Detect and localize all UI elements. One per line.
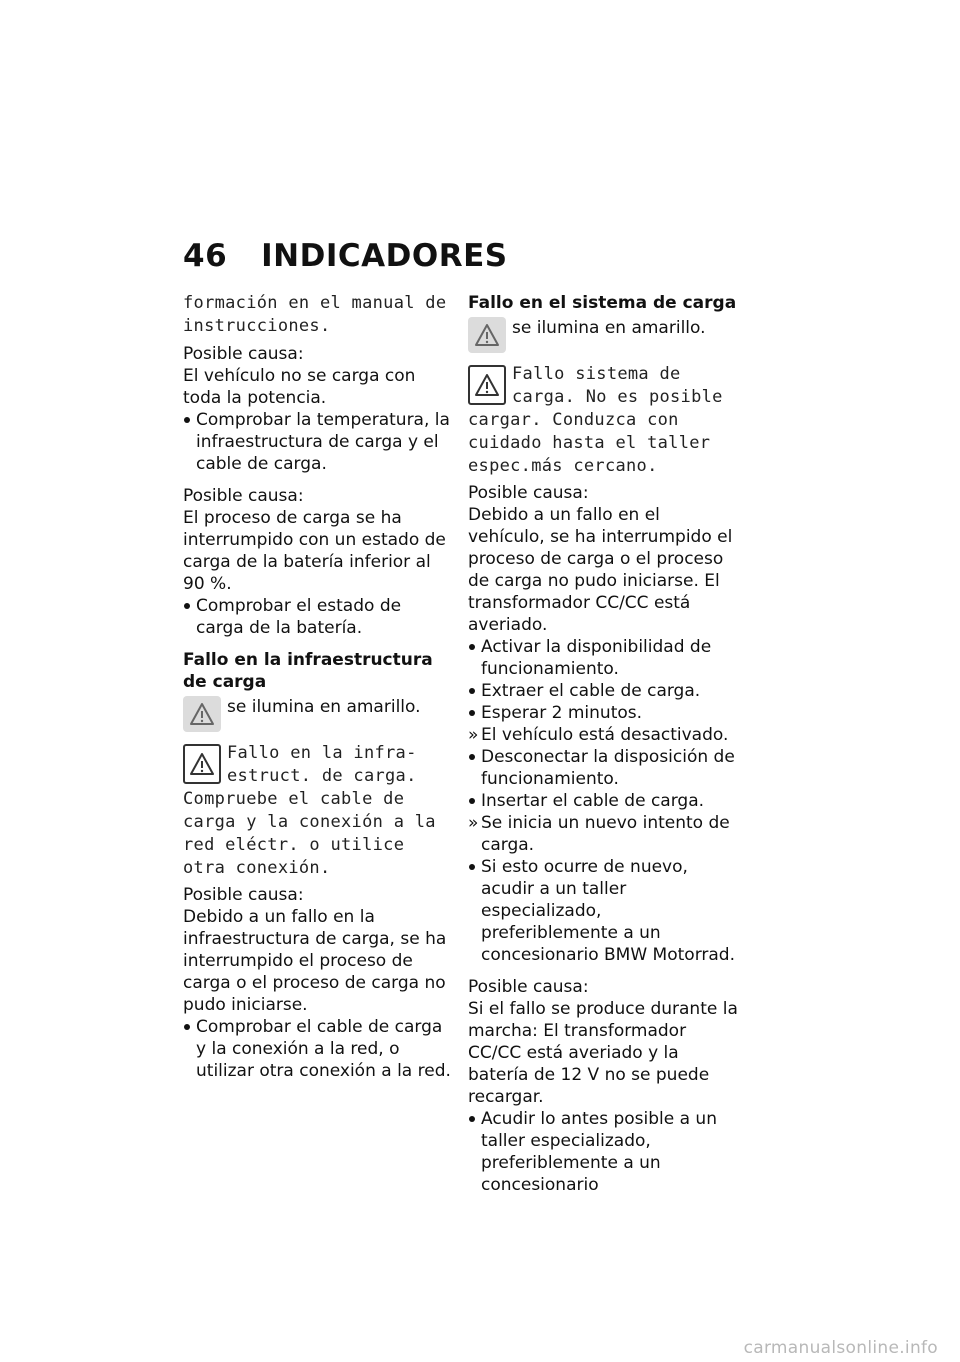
cause-text: El proceso de carga se ha interrumpido con un estado de carga de la batería inferior al 90 %.: [183, 508, 446, 594]
indicator-lamp-row: [468, 317, 738, 353]
warning-triangle-icon: [183, 696, 221, 732]
cause-text: El vehículo no se carga con toda la potencia.: [183, 366, 416, 408]
cause-text: Debido a un fallo en la infraestructura de carga, se ha interrumpido el proceso de carga o el proceso de carga no pudo iniciarse.: [183, 907, 447, 1015]
action-item: Comprobar el cable de carga y la conexión a la red, o utilizar otra conexión a la red.: [183, 1016, 453, 1082]
page-number: 46: [183, 238, 228, 274]
display-text: Fallo en la infra-estruct. de carga. Compruebe el cable de carga y la conexión a la red eléctr. o utilice otra conexión.: [183, 743, 436, 878]
display-text: Fallo sistema de carga. No es posible cargar. Conduzca con cuidado hasta el taller espec.más cercano.: [468, 364, 723, 476]
display-message: [468, 363, 738, 478]
step-list: [468, 636, 738, 966]
lamp-text: se ilumina en amarillo.: [512, 318, 706, 338]
cause-text: Si el fallo se produce durante la marcha: El transformador CC/CC está averiado y la batería de 12 V no se puede recargar.: [468, 999, 738, 1107]
cause-label: Posible causa:: [468, 977, 589, 997]
display-message-continuation: formación en el manual de instrucciones.: [183, 293, 447, 336]
action-item: Acudir lo antes posible a un taller especializado, preferiblemente a un concesionario: [468, 1108, 738, 1196]
action-item: Insertar el cable de carga.: [468, 790, 738, 812]
warning-triangle-icon: [468, 317, 506, 353]
action-item: Esperar 2 minutos.: [468, 702, 738, 724]
action-item: Comprobar la temperatura, la infraestructura de carga y el cable de carga.: [183, 409, 453, 475]
cause-label: Posible causa:: [183, 344, 304, 364]
cause-label: Posible causa:: [183, 885, 304, 905]
warning-triangle-icon: [468, 365, 506, 405]
warning-triangle-icon: [183, 744, 221, 784]
cause-label: Posible causa:: [468, 483, 589, 503]
section-heading: Fallo en la infraestructura de carga: [183, 650, 433, 692]
section-heading: Fallo en el sistema de carga: [468, 293, 737, 313]
page-title: INDICADORES: [261, 238, 508, 274]
right-column: [468, 292, 738, 1196]
action-item: Comprobar el estado de carga de la batería.: [183, 595, 453, 639]
result-item: » Se inicia un nuevo intento de carga.: [468, 812, 738, 856]
cause-text: Debido a un fallo en el vehículo, se ha interrumpido el proceso de carga o el proceso de carga no pudo iniciarse. El transformador CC/CC está averiado.: [468, 505, 733, 635]
display-message: [183, 742, 453, 880]
action-item: Extraer el cable de carga.: [468, 680, 738, 702]
action-item: Si esto ocurre de nuevo, acudir a un taller especializado, preferiblemente a un concesionario BMW Motorrad.: [468, 856, 738, 966]
indicator-lamp-row: [183, 696, 453, 732]
watermark: carmanualsonline.info: [743, 1338, 938, 1358]
lamp-text: se ilumina en amarillo.: [227, 697, 421, 717]
result-item: » El vehículo está desactivado.: [468, 724, 738, 746]
left-column: [183, 292, 453, 1082]
action-item: Activar la disponibilidad de funcionamiento.: [468, 636, 738, 680]
page-header: [183, 238, 508, 274]
action-item: Desconectar la disposición de funcionamiento.: [468, 746, 738, 790]
cause-label: Posible causa:: [183, 486, 304, 506]
